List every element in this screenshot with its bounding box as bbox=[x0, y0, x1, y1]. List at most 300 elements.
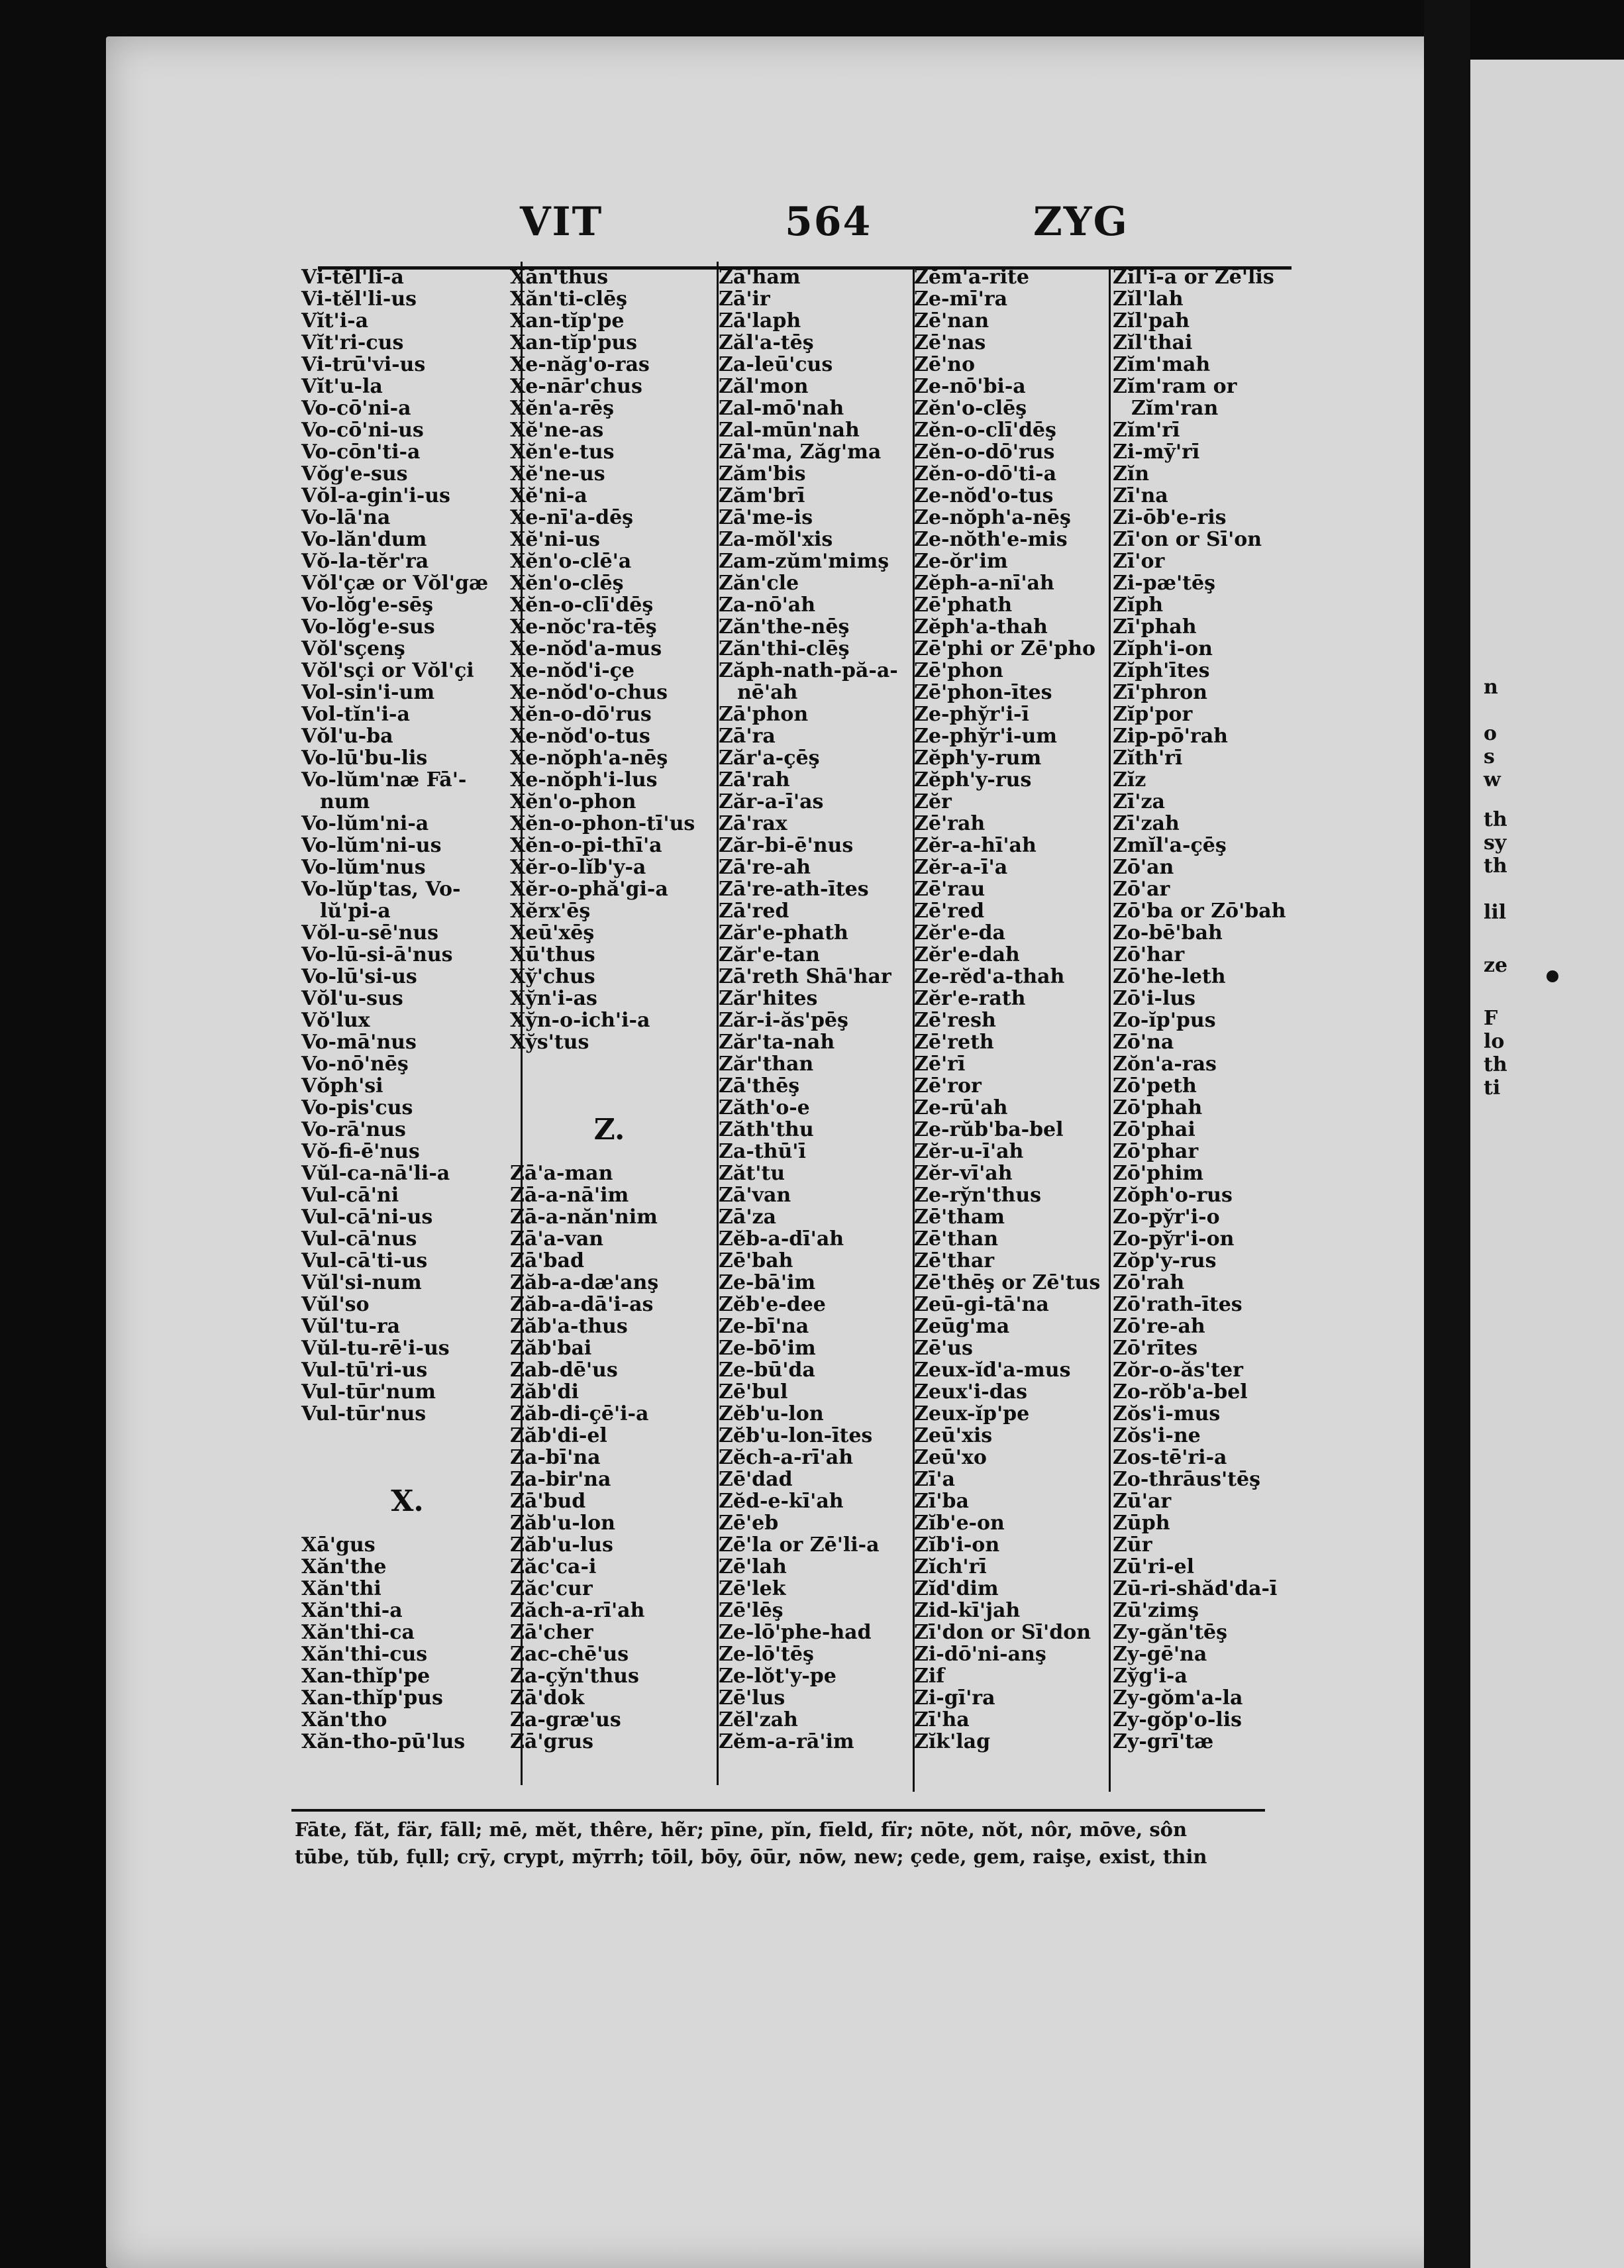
dictionary-entry: Xe-nŏd'o-tus bbox=[510, 725, 650, 748]
dictionary-entry: Zĭm'rī bbox=[1113, 419, 1180, 442]
dictionary-entry: Zĭth'rī bbox=[1113, 747, 1183, 770]
dictionary-entry: Xy̆n-o-ich'i-a bbox=[510, 1009, 650, 1032]
dictionary-entry: Ze-bū'da bbox=[719, 1359, 815, 1382]
dictionary-entry: Zĭl'thai bbox=[1113, 331, 1193, 354]
dictionary-entry: Zō'ba or Zō'bah bbox=[1113, 900, 1286, 923]
dictionary-entry: Zi-mȳ'rī bbox=[1113, 440, 1200, 464]
dictionary-entry: Vŭl-ca-nā'li-a bbox=[301, 1162, 450, 1185]
dictionary-entry: Zō'rath-ītes bbox=[1113, 1293, 1243, 1316]
dictionary-entry: Vo-rā'nus bbox=[301, 1118, 406, 1141]
dictionary-entry: Zē'nas bbox=[914, 331, 986, 354]
dictionary-entry: Zos-tē'ri-a bbox=[1113, 1446, 1227, 1469]
dictionary-entry: Zĕr-a-ī'a bbox=[914, 856, 1008, 879]
adjacent-page-fragment bbox=[1470, 60, 1624, 2268]
dictionary-entry: Xăn'thi-cus bbox=[301, 1643, 428, 1666]
dictionary-entry: Ze-rŭb'ba-bel bbox=[914, 1118, 1064, 1141]
dictionary-entry: Zŏs'i-mus bbox=[1113, 1402, 1221, 1425]
dictionary-entry: Xe-năg'o-ras bbox=[510, 353, 650, 376]
dictionary-entry: Zō'phim bbox=[1113, 1162, 1204, 1185]
dictionary-entry: Zŏp'y-rus bbox=[1113, 1249, 1217, 1272]
dictionary-entry: Vo-lŭm'ni-us bbox=[301, 834, 442, 857]
dictionary-entry: Zăth'o-e bbox=[719, 1096, 810, 1119]
dictionary-entry: Zā'laph bbox=[719, 309, 801, 333]
dictionary-entry: Zăb'u-lon bbox=[510, 1512, 615, 1535]
dictionary-entry: Xan-tĭp'pus bbox=[510, 331, 638, 354]
dictionary-entry: Zē'bah bbox=[719, 1249, 793, 1272]
dictionary-entry: Xĕn'a-rēş bbox=[510, 397, 615, 420]
dictionary-entry: Vĭt'u-la bbox=[301, 375, 383, 398]
dictionary-entry: Ze-phy̆r'i-ī bbox=[914, 703, 1029, 726]
dictionary-entry: Vŏg'e-sus bbox=[301, 462, 408, 486]
dictionary-entry: Ze-nŏth'e-mis bbox=[914, 528, 1068, 551]
dictionary-entry: Zā'za bbox=[719, 1206, 776, 1229]
dictionary-entry: Xe-nŏc'ra-tēş bbox=[510, 615, 657, 639]
dictionary-entry: Xe-nŏd'a-mus bbox=[510, 637, 662, 660]
header-right-guide-word: ZYG bbox=[1033, 199, 1129, 245]
dictionary-entry: Ze-nō'bi-a bbox=[914, 375, 1026, 398]
page-number: 564 bbox=[785, 199, 872, 245]
dictionary-entry: Zē'lah bbox=[719, 1555, 787, 1578]
dictionary-entry: Zū'ar bbox=[1113, 1490, 1172, 1513]
fragment-text: ti bbox=[1484, 1076, 1501, 1100]
dictionary-entry: Za-nō'ah bbox=[719, 593, 816, 617]
dictionary-entry: Vŏl'sçi or Vŏl'çi bbox=[301, 659, 474, 682]
dictionary-entry: Zăb'a-thus bbox=[510, 1315, 628, 1338]
dictionary-entry: Zā'bud bbox=[510, 1490, 586, 1513]
dictionary-entry: Zō'peth bbox=[1113, 1074, 1197, 1098]
dictionary-entry: Zĭph bbox=[1113, 593, 1164, 617]
dictionary-entry: Zā'ham bbox=[719, 266, 801, 289]
dictionary-entry: Zy-gŏp'o-lis bbox=[1113, 1708, 1243, 1731]
dictionary-entry: Zī'a bbox=[914, 1468, 955, 1491]
dictionary-entry: Zăb'u-lus bbox=[510, 1533, 613, 1557]
dictionary-entry: Xĕn-o-phon-tī'us bbox=[510, 812, 695, 835]
dictionary-entry: Xe-nār'chus bbox=[510, 375, 642, 398]
dictionary-entry: Zĕd-e-kī'ah bbox=[719, 1490, 844, 1513]
dictionary-entry: Zē'lēş bbox=[719, 1599, 784, 1622]
dictionary-entry: Zē'no bbox=[914, 353, 975, 376]
dictionary-entry: Zab-dē'us bbox=[510, 1359, 618, 1382]
dictionary-entry: Zăc'ca-i bbox=[510, 1555, 597, 1578]
dictionary-entry: Zā'dok bbox=[510, 1686, 585, 1710]
dictionary-entry: Zĭl'pah bbox=[1113, 309, 1190, 333]
dictionary-entry: Zăch-a-rī'ah bbox=[510, 1599, 645, 1622]
dictionary-entry: Zē'lek bbox=[719, 1577, 786, 1600]
dictionary-entry: Xăn-tho-pū'lus bbox=[301, 1730, 466, 1753]
dictionary-entry: Ze-rū'ah bbox=[914, 1096, 1008, 1119]
dictionary-entry: Zo-py̆r'i-o bbox=[1113, 1206, 1220, 1229]
dictionary-entry: Zeū-gi-tā'na bbox=[914, 1293, 1049, 1316]
dictionary-entry: Zō're-ah bbox=[1113, 1315, 1205, 1338]
dictionary-entry: Zō'phai bbox=[1113, 1118, 1195, 1141]
dictionary-entry: Zĭl'lah bbox=[1113, 287, 1184, 311]
dictionary-entry: Za-thū'ī bbox=[719, 1140, 806, 1163]
dictionary-entry: Zip-pō'rah bbox=[1113, 725, 1228, 748]
dictionary-entry: Vol-sin'i-um bbox=[301, 681, 435, 704]
dictionary-entry: Vŭl'si-num bbox=[301, 1271, 422, 1294]
dictionary-entry: Vul-tū'ri-us bbox=[301, 1359, 428, 1382]
dictionary-entry: Vŏl'sçenş bbox=[301, 637, 405, 660]
dictionary-entry: Za-bir'na bbox=[510, 1468, 611, 1491]
dictionary-entry: Zăm'bis bbox=[719, 462, 806, 486]
dictionary-entry: Xe-nŏd'o-chus bbox=[510, 681, 668, 704]
dictionary-entry: Vŏ-la-tĕr'ra bbox=[301, 550, 429, 573]
dictionary-entry: Xy̆'chus bbox=[510, 965, 595, 988]
dictionary-entry: Zē'rau bbox=[914, 878, 986, 901]
dictionary-entry: Zŏph'o-rus bbox=[1113, 1184, 1233, 1207]
dictionary-entry: Zĕph'a-thah bbox=[914, 615, 1048, 639]
dictionary-entry: Zăb-di-çē'i-a bbox=[510, 1402, 649, 1425]
dictionary-entry: Vo-lū-si-ā'nus bbox=[301, 943, 453, 966]
dictionary-entry: Vo-cō'ni-a bbox=[301, 397, 411, 420]
dictionary-entry: Zā-a-năn'nim bbox=[510, 1206, 658, 1229]
footer-rule bbox=[291, 1809, 1265, 1812]
dictionary-entry: Zăr'hites bbox=[719, 987, 818, 1010]
dictionary-entry: Vol-tĭn'i-a bbox=[301, 703, 410, 726]
dictionary-entry: Ze-bō'im bbox=[719, 1337, 816, 1360]
word-column-3 bbox=[719, 266, 917, 1753]
dictionary-entry: Vĭt'ri-cus bbox=[301, 331, 404, 354]
dictionary-entry: Zĕb'u-lon bbox=[719, 1402, 824, 1425]
dictionary-entry: Zĭd'dim bbox=[914, 1577, 999, 1600]
fragment-text: lil bbox=[1484, 901, 1507, 924]
fragment-text: s bbox=[1484, 745, 1495, 768]
dictionary-entry: Zā'me-is bbox=[719, 506, 813, 529]
dictionary-entry: Zō'he-leth bbox=[1113, 965, 1226, 988]
dictionary-entry: Zĭb'e-on bbox=[914, 1512, 1005, 1535]
dictionary-entry: Zō'rah bbox=[1113, 1271, 1185, 1294]
dictionary-entry: Zăn'thi-clēş bbox=[719, 637, 850, 660]
dictionary-entry: Xăn'thi bbox=[301, 1577, 381, 1600]
dictionary-entry: Vul-cā'nus bbox=[301, 1227, 417, 1251]
dictionary-entry: Ze-lō'phe-had bbox=[719, 1621, 872, 1644]
dictionary-entry: Zĕb'e-dee bbox=[719, 1293, 826, 1316]
dictionary-entry: Vo-lŭm'nus bbox=[301, 856, 426, 879]
letter-section-heading: Z. bbox=[593, 1113, 625, 1147]
dictionary-entry: Zĕr-u-ī'ah bbox=[914, 1140, 1024, 1163]
dictionary-entry: Zy-gē'na bbox=[1113, 1643, 1207, 1666]
dictionary-entry: Zē'lus bbox=[719, 1686, 786, 1710]
fragment-text: o bbox=[1484, 722, 1497, 745]
dictionary-entry: Vo-lā'na bbox=[301, 506, 391, 529]
dictionary-entry: Zăr'e-phath bbox=[719, 921, 848, 945]
dictionary-entry: Zā'red bbox=[719, 900, 789, 923]
dictionary-entry: Zē'ror bbox=[914, 1074, 982, 1098]
dictionary-entry: Xăn'thus bbox=[510, 266, 609, 289]
dictionary-entry: Zy-gŏm'a-la bbox=[1113, 1686, 1243, 1710]
dictionary-entry: Zăl'mon bbox=[719, 375, 809, 398]
dictionary-entry: num bbox=[320, 790, 370, 813]
dictionary-entry: Zĕn-o-dō'rus bbox=[914, 440, 1055, 464]
dictionary-entry: Vo-mā'nus bbox=[301, 1031, 417, 1054]
dictionary-entry: Zē'thēş or Zē'tus bbox=[914, 1271, 1101, 1294]
dictionary-entry: Za-mŏl'xis bbox=[719, 528, 833, 551]
dictionary-entry: Zeū'xo bbox=[914, 1446, 987, 1469]
dictionary-entry: Zĕr-a-hī'ah bbox=[914, 834, 1037, 857]
dictionary-entry: Zy-grī'tæ bbox=[1113, 1730, 1214, 1753]
dictionary-entry: Zē'phi or Zē'pho bbox=[914, 637, 1096, 660]
dictionary-entry: Zā'a-man bbox=[510, 1162, 613, 1185]
dictionary-entry: Vŏl-a-gin'i-us bbox=[301, 484, 450, 507]
dictionary-entry: Zĭz bbox=[1113, 768, 1146, 792]
dictionary-entry: Zăth'thu bbox=[719, 1118, 814, 1141]
dictionary-entry: Zē'nan bbox=[914, 309, 990, 333]
dictionary-entry: Zĕb'u-lon-ītes bbox=[719, 1424, 873, 1447]
dictionary-entry: Zē'phath bbox=[914, 593, 1013, 617]
dictionary-entry: Zi-dō'ni-anş bbox=[914, 1643, 1046, 1666]
dictionary-entry: Zif bbox=[914, 1665, 945, 1688]
dictionary-entry: Vo-lū'si-us bbox=[301, 965, 417, 988]
dictionary-entry: Ze-bī'na bbox=[719, 1315, 809, 1338]
dictionary-entry: Zăn'cle bbox=[719, 572, 799, 595]
dictionary-entry: Zē'us bbox=[914, 1337, 973, 1360]
fragment-text: w bbox=[1484, 768, 1501, 792]
dictionary-entry: Zā'ma, Zăg'ma bbox=[719, 440, 882, 464]
dictionary-entry: Ze-rĕd'a-thah bbox=[914, 965, 1065, 988]
dictionary-entry: Xĕ'ni-us bbox=[510, 528, 600, 551]
dictionary-entry: Zō'an bbox=[1113, 856, 1174, 879]
dictionary-entry: Vo-lŭp'tas, Vo- bbox=[301, 878, 461, 901]
dictionary-entry: Xy̆n'i-as bbox=[510, 987, 597, 1010]
dictionary-entry: Zā-a-nā'im bbox=[510, 1184, 629, 1207]
dictionary-entry: Zē'phon-ītes bbox=[914, 681, 1052, 704]
dictionary-entry: Zăb'di-el bbox=[510, 1424, 607, 1447]
dictionary-entry: Zi-ōb'e-ris bbox=[1113, 506, 1227, 529]
dictionary-entry: Zăb'di bbox=[510, 1380, 579, 1404]
pronunciation-key-line-2: tūbe, tŭb, fụll; crȳ, crypt, mȳrrh; tōil, bōy, ōūr, nōw, new; çede, gem, raişe, exist, thin bbox=[295, 1845, 1207, 1868]
dictionary-entry: Zī'phah bbox=[1113, 615, 1197, 639]
dictionary-entry: Xū'thus bbox=[510, 943, 595, 966]
dictionary-entry: Xe-nŏd'i-çe bbox=[510, 659, 634, 682]
dictionary-entry: Vo-nō'nēş bbox=[301, 1053, 409, 1076]
dictionary-entry: Zo-rŏb'a-bel bbox=[1113, 1380, 1248, 1404]
dictionary-entry: Zĕr bbox=[914, 790, 952, 813]
dictionary-entry: Zĕm'a-rite bbox=[914, 266, 1029, 289]
dictionary-entry: Zē'reth bbox=[914, 1031, 994, 1054]
dictionary-entry: Zĕr-vī'ah bbox=[914, 1162, 1013, 1185]
dictionary-entry: Xĕr-o-lĭb'y-a bbox=[510, 856, 646, 879]
dictionary-entry: Zăr'a-çēş bbox=[719, 747, 820, 770]
dictionary-entry: Zăt'tu bbox=[719, 1162, 786, 1185]
dictionary-entry: Zĕl'zah bbox=[719, 1708, 798, 1731]
dictionary-entry: Zy-găn'tēş bbox=[1113, 1621, 1228, 1644]
dictionary-entry: Zē'thar bbox=[914, 1249, 995, 1272]
dictionary-entry: Zĭl'i-a or Zē'lis bbox=[1113, 266, 1274, 289]
dictionary-entry: Vul-cā'ti-us bbox=[301, 1249, 428, 1272]
dictionary-entry: Zō'na bbox=[1113, 1031, 1174, 1054]
dictionary-entry: Zē'rah bbox=[914, 812, 986, 835]
dictionary-entry: Zā'thēş bbox=[719, 1074, 800, 1098]
dictionary-entry: Xĕ'ne-us bbox=[510, 462, 605, 486]
dictionary-entry: Zō'phar bbox=[1113, 1140, 1199, 1163]
dictionary-entry: Vul-cā'ni bbox=[301, 1184, 399, 1207]
dictionary-entry: Xĕr-o-phă'gi-a bbox=[510, 878, 668, 901]
dictionary-entry: Zē'phon bbox=[914, 659, 1003, 682]
dictionary-entry: Zi-gī'ra bbox=[914, 1686, 995, 1710]
dictionary-entry: Xan-thĭp'pe bbox=[301, 1665, 431, 1688]
dictionary-entry: Zĕr'e-da bbox=[914, 921, 1005, 945]
dictionary-entry: Vo-lŭm'ni-a bbox=[301, 812, 429, 835]
dictionary-entry: Zeux-ĭp'pe bbox=[914, 1402, 1030, 1425]
dictionary-entry: Vŭl'tu-ra bbox=[301, 1315, 401, 1338]
dictionary-entry: Zĭb'i-on bbox=[914, 1533, 1000, 1557]
dictionary-entry: Zā'bad bbox=[510, 1249, 584, 1272]
dictionary-entry: Vi-tĕl'li-a bbox=[301, 266, 404, 289]
dictionary-entry: Zeū'xis bbox=[914, 1424, 993, 1447]
fragment-text: n bbox=[1484, 676, 1498, 699]
dictionary-entry: Ze-nŏd'o-tus bbox=[914, 484, 1054, 507]
fragment-text: th bbox=[1484, 808, 1507, 831]
dictionary-entry: nē'ah bbox=[737, 681, 798, 704]
dictionary-entry: Vi-trū'vi-us bbox=[301, 353, 426, 376]
dictionary-entry: Zăm'brī bbox=[719, 484, 805, 507]
dictionary-entry: Xy̆s'tus bbox=[510, 1031, 589, 1054]
dictionary-entry: Zăr-bi-ē'nus bbox=[719, 834, 854, 857]
dictionary-entry: Zăr'e-tan bbox=[719, 943, 820, 966]
dictionary-entry: Xĕn-o-clī'dēş bbox=[510, 593, 654, 617]
dictionary-entry: Zăr-a-ī'as bbox=[719, 790, 824, 813]
dictionary-entry: Vŏl'u-sus bbox=[301, 987, 403, 1010]
dictionary-entry: Zŏs'i-ne bbox=[1113, 1424, 1201, 1447]
dictionary-entry: lŭ'pi-a bbox=[320, 900, 391, 923]
dictionary-entry: Zē'bul bbox=[719, 1380, 788, 1404]
section-gap bbox=[301, 1425, 513, 1469]
dictionary-entry: Zē'than bbox=[914, 1227, 999, 1251]
fragment-text: th bbox=[1484, 1053, 1507, 1076]
dictionary-entry: Zĭn bbox=[1113, 462, 1150, 486]
dictionary-entry: Zĕn-o-dō'ti-a bbox=[914, 462, 1057, 486]
dictionary-entry: Zĕr'e-rath bbox=[914, 987, 1026, 1010]
dictionary-entry: Ze-lō'tēş bbox=[719, 1643, 814, 1666]
dictionary-entry: Ze-bā'im bbox=[719, 1271, 816, 1294]
pronunciation-key-line-1: Fāte, făt, fär, fāll; mē, mĕt, thêre, hẽr; pīne, pĭn, fīeld, fïr; nōte, nŏt, nôr, mōve, sôn bbox=[295, 1818, 1188, 1841]
dictionary-entry: Zā'ir bbox=[719, 287, 770, 311]
dictionary-entry: Zī'za bbox=[1113, 790, 1165, 813]
dictionary-entry: Xăn'thi-a bbox=[301, 1599, 403, 1622]
dictionary-entry: Zĕn-o-clī'dēş bbox=[914, 419, 1056, 442]
dictionary-entry: Zō'ar bbox=[1113, 878, 1170, 901]
dictionary-entry: Vŭl'so bbox=[301, 1293, 370, 1316]
dictionary-entry: Xĕn-o-pi-thī'a bbox=[510, 834, 662, 857]
dictionary-entry: Xăn'the bbox=[301, 1555, 387, 1578]
dictionary-entry: Zac-chē'us bbox=[510, 1643, 629, 1666]
dictionary-entry: Za-çy̆n'thus bbox=[510, 1665, 639, 1688]
dictionary-entry: Xĕ'ne-as bbox=[510, 419, 604, 442]
word-column-2 bbox=[510, 266, 709, 1753]
dictionary-entry: Zĕm-a-rā'im bbox=[719, 1730, 854, 1753]
dictionary-entry: Zal-mō'nah bbox=[719, 397, 844, 420]
dictionary-entry: Zid-kī'jah bbox=[914, 1599, 1021, 1622]
dictionary-entry: Zăn'the-nēş bbox=[719, 615, 850, 639]
word-column-1 bbox=[301, 266, 513, 1753]
dictionary-entry: Vo-cōn'ti-a bbox=[301, 440, 421, 464]
dictionary-entry: Zā'a-van bbox=[510, 1227, 604, 1251]
dictionary-entry: Xeū'xēş bbox=[510, 921, 595, 945]
dictionary-entry: Zā'van bbox=[719, 1184, 791, 1207]
dictionary-entry: Zĕph'y-rus bbox=[914, 768, 1032, 792]
dictionary-entry: Xĕn-o-dō'rus bbox=[510, 703, 652, 726]
dictionary-entry: Zĕch-a-rī'ah bbox=[719, 1446, 854, 1469]
fragment-text: th bbox=[1484, 854, 1507, 878]
fragment-text: lo bbox=[1484, 1030, 1505, 1053]
page-gutter bbox=[1424, 0, 1470, 2268]
dictionary-entry: Zăb-a-dā'i-as bbox=[510, 1293, 654, 1316]
dictionary-entry: Xĕn'o-clē'a bbox=[510, 550, 632, 573]
dictionary-entry: Zū'ri-el bbox=[1113, 1555, 1195, 1578]
dictionary-entry: Vul-cā'ni-us bbox=[301, 1206, 433, 1229]
dictionary-entry: Vŭl-tu-rē'i-us bbox=[301, 1337, 450, 1360]
dictionary-entry: Vo-lū'bu-lis bbox=[301, 747, 428, 770]
dictionary-entry: Vŏl'u-ba bbox=[301, 725, 393, 748]
dictionary-entry: Zūph bbox=[1113, 1512, 1170, 1535]
word-column-5 bbox=[1113, 266, 1305, 1753]
dictionary-entry: Zam-zŭm'mimş bbox=[719, 550, 889, 573]
dictionary-entry: Zī'ba bbox=[914, 1490, 969, 1513]
word-column-4 bbox=[914, 266, 1113, 1753]
dictionary-entry: Xĕ'ni-a bbox=[510, 484, 587, 507]
dictionary-entry: Vŏl-u-sē'nus bbox=[301, 921, 439, 945]
dictionary-entry: Zĭp'por bbox=[1113, 703, 1193, 726]
dictionary-entry: Vul-tūr'num bbox=[301, 1380, 436, 1404]
dictionary-entry: Xan-tĭp'pe bbox=[510, 309, 625, 333]
dictionary-entry: Zeux'i-das bbox=[914, 1380, 1028, 1404]
dictionary-entry: Vo-pis'cus bbox=[301, 1096, 413, 1119]
dictionary-entry: Zăph-nath-pă-a- bbox=[719, 659, 898, 682]
dictionary-entry: Zī'phron bbox=[1113, 681, 1207, 704]
dictionary-entry: Zal-mūn'nah bbox=[719, 419, 860, 442]
fragment-text: sy bbox=[1484, 831, 1507, 854]
dictionary-entry: Zī'or bbox=[1113, 550, 1165, 573]
dictionary-entry: Xe-nŏph'i-lus bbox=[510, 768, 658, 792]
dictionary-entry: Zī'zah bbox=[1113, 812, 1180, 835]
dictionary-entry: Ze-mī'ra bbox=[914, 287, 1008, 311]
dictionary-entry: Zĭph'i-on bbox=[1113, 637, 1213, 660]
dictionary-entry: Zā're-ath-ītes bbox=[719, 878, 869, 901]
dictionary-entry: Xĕn'o-clēş bbox=[510, 572, 624, 595]
dictionary-entry: Zā'grus bbox=[510, 1730, 594, 1753]
dictionary-entry: Zō'phah bbox=[1113, 1096, 1203, 1119]
dictionary-entry: Zeux-ĭd'a-mus bbox=[914, 1359, 1071, 1382]
dictionary-entry: Vŏ'lux bbox=[301, 1009, 370, 1032]
dictionary-entry: Ze-ŏr'im bbox=[914, 550, 1008, 573]
dictionary-entry: Zăl'a-tēş bbox=[719, 331, 814, 354]
dictionary-entry: Zăr'ta-nah bbox=[719, 1031, 835, 1054]
dictionary-entry: Xe-nŏph'a-nēş bbox=[510, 747, 668, 770]
dictionary-entry: Zăb-a-dæ'anş bbox=[510, 1271, 659, 1294]
dictionary-entry: Zē'resh bbox=[914, 1009, 996, 1032]
letter-section-heading: X. bbox=[391, 1484, 424, 1518]
dictionary-entry: Zo-thrāus'tēş bbox=[1113, 1468, 1260, 1491]
header-left-guide-word: VIT bbox=[520, 199, 603, 245]
dictionary-entry: Zū-ri-shăd'da-ī bbox=[1113, 1577, 1278, 1600]
dictionary-entry: Zā'cher bbox=[510, 1621, 593, 1644]
dictionary-entry: Zā'rah bbox=[719, 768, 790, 792]
dictionary-entry: Zăr'than bbox=[719, 1053, 814, 1076]
dictionary-entry: Vo-cō'ni-us bbox=[301, 419, 424, 442]
dictionary-entry: Zā're-ah bbox=[719, 856, 811, 879]
dictionary-entry: Zī'on or Sī'on bbox=[1113, 528, 1262, 551]
dictionary-entry: Za-leū'cus bbox=[719, 353, 833, 376]
dictionary-entry: Zĭk'lag bbox=[914, 1730, 991, 1753]
dictionary-entry: Zĭm'ram or bbox=[1113, 375, 1237, 398]
dictionary-entry: Zō'rītes bbox=[1113, 1337, 1198, 1360]
dictionary-entry: Vul-tūr'nus bbox=[301, 1402, 427, 1425]
fragment-text: F bbox=[1484, 1007, 1498, 1030]
dictionary-entry: Zo-py̆r'i-on bbox=[1113, 1227, 1235, 1251]
dictionary-entry: Zy̆g'i-a bbox=[1113, 1665, 1188, 1688]
dictionary-entry: Zăb'bai bbox=[510, 1337, 592, 1360]
dictionary-entry: Vi-tĕl'li-us bbox=[301, 287, 417, 311]
